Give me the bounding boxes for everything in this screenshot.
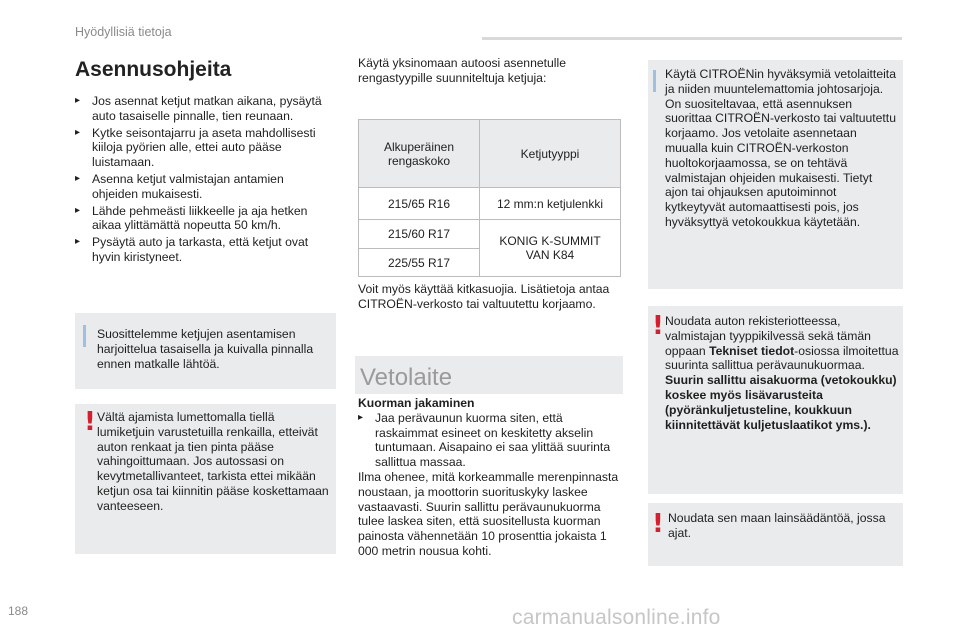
section-label: Hyödyllisiä tietoja (75, 25, 172, 39)
warning-box (75, 404, 336, 554)
warning-text: Noudata sen maan lainsäädäntöä, jossa ajat. (668, 511, 886, 540)
load-paragraph: Ilma ohenee, mitä korkeammalle merenpinnasta noustaan, ja moottorin suorituskyky laskee vastaavasti. Suurin sallittu perävaunukuorma tulee laskea siten, että suositellusta kuorman painosta vähennetään 10 prosenttia jokaista 1 000 metrin nousua kohti. (358, 469, 619, 558)
towing-content (358, 396, 622, 559)
column-header: Alkuperäinen rengaskoko (359, 120, 480, 188)
warning-text: Noudata auton rekisteriotteessa, valmistajan tyyppikilvessä sekä tämän oppaan Tekniset tiedot-osiossa ilmoitettua suurinta sallittua perävaunukuormaa. Suurin sallittu aisakuorma (vetokoukku) koskee myös lisävarusteita (pyöränkuljetusteline, koukkuun kiinnitettävät kuljetuslaatikot yms.). (665, 314, 899, 432)
arrow-bullet-icon: ▸ (75, 126, 81, 138)
list-item: ▸ Jaa perävaunun kuorma siten, että raskaimmat esineet on keskitetty akselin tuntumaan. Aisapaino ei saa ylittää suurinta sallittua massaa. (358, 410, 611, 470)
warning-icon: ! (652, 311, 664, 341)
tyre-size-cell: 225/55 R17 (359, 249, 480, 277)
chains-intro: Käytä yksinomaan autoosi asennetulle rengastyypille suunniteltuja ketjuja: (358, 56, 566, 85)
install-steps (75, 94, 333, 267)
section-heading-box (355, 356, 623, 394)
table-row (359, 220, 621, 249)
arrow-bullet-icon: ▸ (75, 95, 81, 106)
list-item: ▸ Jos asennat ketjut matkan aikana, pysäytä auto tasaiselle pinnalle, tien reunaan. (75, 94, 322, 123)
after-table-text: Voit myös käyttää kitkasuojia. Lisätietoja antaa CITROËN-verkosto tai valtuutettu korjaamo. (358, 282, 610, 311)
table-header-row (359, 120, 621, 188)
page-number: 188 (8, 604, 29, 618)
info-box (75, 313, 336, 389)
load-subtitle: Kuorman jakaminen (358, 396, 475, 410)
warning-text: Vältä ajamista lumettomalla tiellä lumiketjuin varustetuilla renkailla, etteivät auton renkaat ja tien pinta pääse vahingoittumaan. Jos autossasi on kevytmetallivanteet, tarkista ettei mikään ketjun osa tai kiinnitin pääse koskettamaan vanteeseen. (97, 410, 329, 513)
table-row (359, 188, 621, 220)
list-item: ▸ Kytke seisontajarru ja aseta mahdollisesti kiiloja pyörien alle, ettei auto pääse luistamaan. (75, 125, 316, 170)
arrow-bullet-icon: ▸ (358, 411, 364, 423)
header-divider (482, 37, 902, 40)
tyre-size-cell: 215/65 R16 (359, 188, 480, 220)
arrow-bullet-icon: ▸ (75, 172, 81, 184)
chain-type-cell: 12 mm:n ketjulenkki (480, 188, 621, 220)
watermark: carmanualsonline.info (512, 606, 721, 629)
info-text: Käytä CITROËNin hyväksymiä vetolaitteita ja niiden muuntelemattomia johtosarjoja. On suositeltavaa, että asennuksen suorittaa CITROËN-verkosto tai valtuutettu korjaamo. Jos vetolaite asennetaan muualla kuin CITROËN-verkoston huoltokorjaamossa, se on tehtävä valmistajan ohjeiden mukaisesti. Tietyt ajon tai ohjauksen aputoiminnot kytkeytyvät automaattisesti pois, jos hyväksyttyä vetokoukkua käytetään. (665, 67, 896, 229)
page-title: Asennusohjeita (75, 58, 232, 81)
chain-type-cell: KONIG K-SUMMIT VAN K84 (480, 220, 621, 277)
list-item: ▸ Lähde pehmeästi liikkeelle ja aja hetken aikaa ylittämättä nopeutta 50 km/h. (75, 203, 308, 233)
warning-icon: ! (652, 509, 664, 539)
info-bar-icon (653, 70, 656, 92)
warning-icon: ! (84, 407, 96, 437)
list-item: ▸ Pysäytä auto ja tarkasta, että ketjut ovat hyvin kiristyneet. (75, 235, 309, 264)
warning-box (648, 503, 903, 566)
list-item: ▸ Asenna ketjut valmistajan antamien ohjeiden mukaisesti. (75, 171, 284, 201)
arrow-bullet-icon: ▸ (75, 204, 81, 216)
warning-box (648, 306, 903, 494)
tyre-size-cell: 215/60 R17 (359, 220, 480, 249)
tyre-chain-table (358, 119, 621, 277)
info-text: Suosittelemme ketjujen asentamisen harjoittelua tasaisella ja kuivalla pinnalla ennen matkalle lähtöä. (97, 327, 314, 371)
column-header: Ketjutyyppi (480, 120, 621, 188)
arrow-bullet-icon: ▸ (75, 236, 81, 248)
info-bar-icon (83, 325, 86, 347)
info-box (648, 60, 903, 289)
section-title: Vetolaite (360, 364, 453, 391)
